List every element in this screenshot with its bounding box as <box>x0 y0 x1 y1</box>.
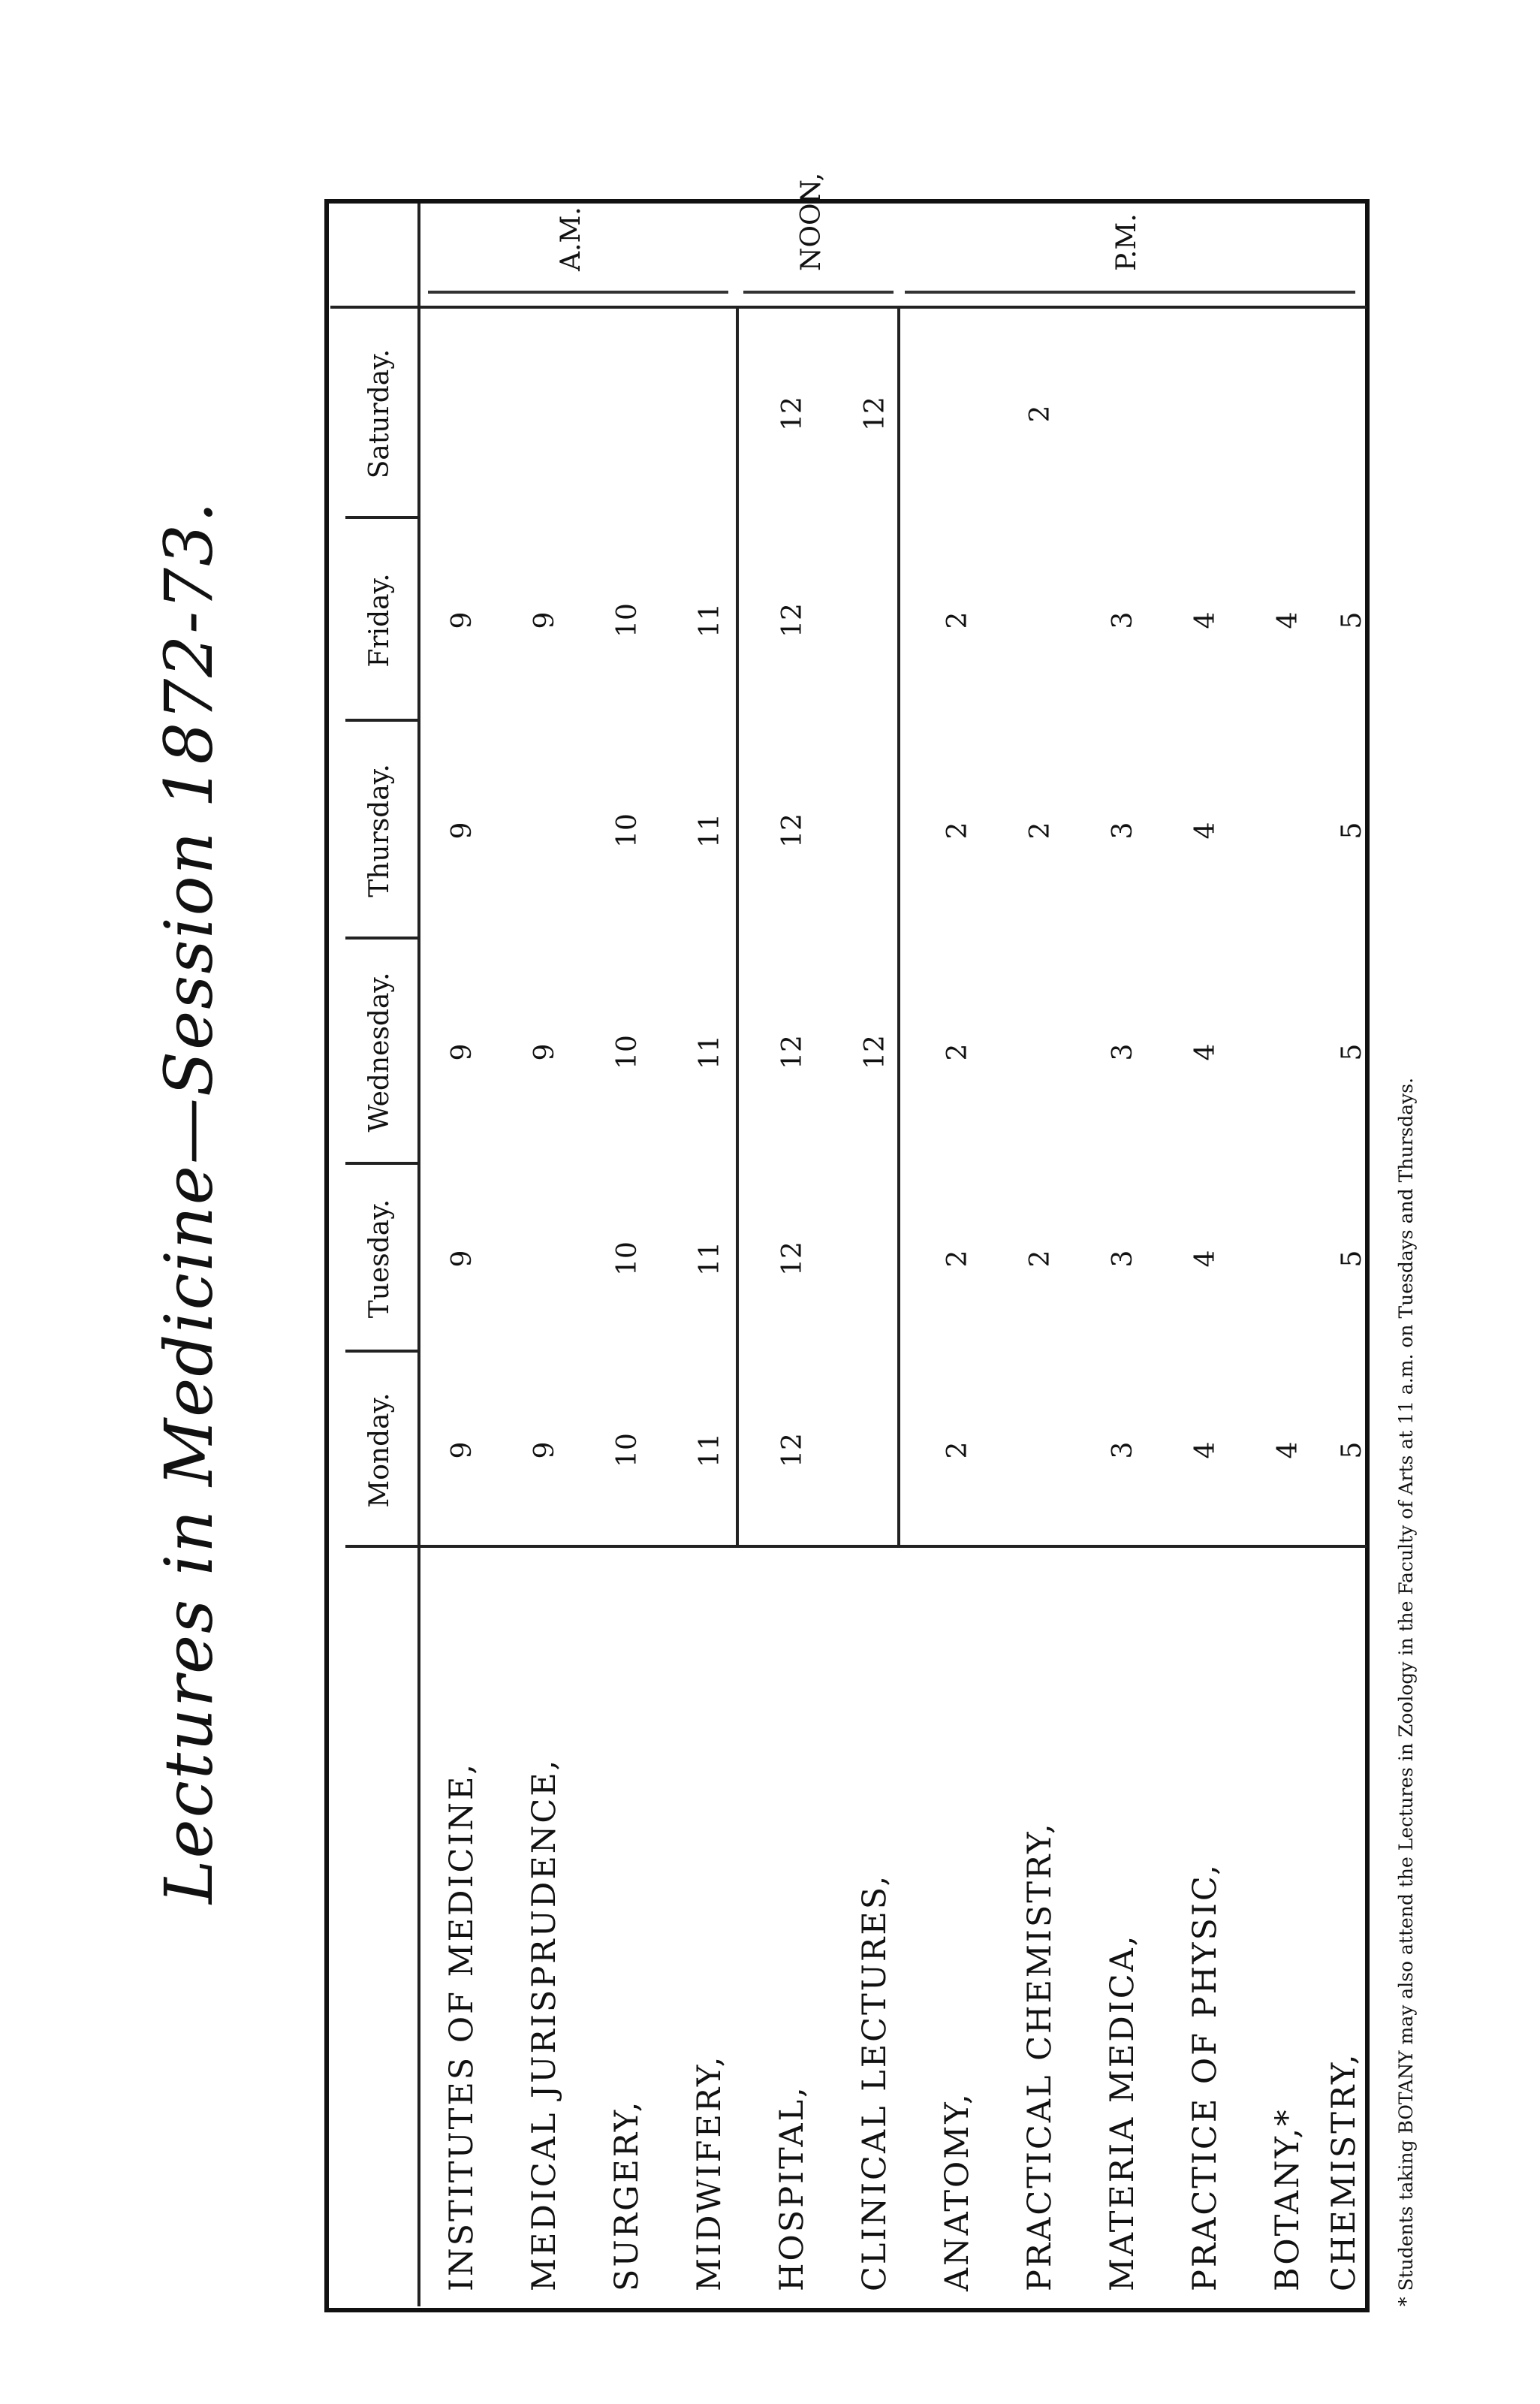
table-cell: 11 <box>694 1035 725 1069</box>
table-cell <box>1246 1165 1329 1353</box>
table-cell: 12 <box>776 813 808 848</box>
table-cell: 12 <box>776 397 808 431</box>
table-cell <box>833 519 916 722</box>
row-label: SURGERY, <box>608 2099 646 2291</box>
table-cell <box>1246 722 1329 940</box>
table-cell: 9 <box>446 822 478 840</box>
table-cell: 9 <box>446 1043 478 1061</box>
table-cell <box>1329 309 1374 519</box>
table-cell: 2 <box>942 611 973 629</box>
table-cell <box>833 1353 916 1548</box>
row-label: INSTITUTES OF MEDICINE, <box>443 1761 481 2291</box>
table-cell: 9 <box>446 611 478 629</box>
table-cell: 12 <box>859 397 891 431</box>
table-cell: 3 <box>1107 611 1138 629</box>
table-cell: 2 <box>1024 822 1056 840</box>
table-cell: 5 <box>1336 611 1367 629</box>
column-rule-2 <box>345 1162 420 1165</box>
row-label: MEDICAL JURISPRUDENCE, <box>526 1757 563 2291</box>
table-cell: 9 <box>529 611 560 629</box>
table-cell: 9 <box>446 1250 478 1268</box>
table-cell <box>833 722 916 940</box>
table-cell: 4 <box>1189 822 1221 840</box>
table-cell: 3 <box>1107 1441 1138 1459</box>
table-cell: 2 <box>942 1043 973 1061</box>
period-noon: NOON, <box>796 172 827 271</box>
table-cell: 2 <box>1024 405 1056 423</box>
page-title: Lectures in Medicine—Session 1872-73. <box>150 500 228 1904</box>
table-cell <box>420 309 503 519</box>
table-cell: 3 <box>1107 1043 1138 1061</box>
table-cell: 3 <box>1107 1250 1138 1268</box>
header-friday: Friday. <box>363 573 395 668</box>
table-cell: 10 <box>611 813 643 848</box>
table-cell: 12 <box>859 1035 891 1069</box>
table-cell: 4 <box>1189 1043 1221 1061</box>
table-cell <box>999 940 1081 1165</box>
table-cell: 3 <box>1107 822 1138 840</box>
table-cell <box>503 722 586 940</box>
brace-noon <box>743 280 894 294</box>
column-rule-5 <box>345 516 420 519</box>
table-cell: 9 <box>529 1043 560 1061</box>
table-cell: 9 <box>446 1441 478 1459</box>
table-cell: 4 <box>1272 611 1303 629</box>
table-cell: 4 <box>1272 1441 1303 1459</box>
brace-pm <box>905 280 1355 294</box>
row-label: MATERIA MEDICA, <box>1104 1933 1141 2291</box>
group-rule-noon <box>897 309 900 1548</box>
header-monday: Monday. <box>363 1392 395 1508</box>
table-cell: 11 <box>694 603 725 638</box>
table-cell <box>1246 309 1329 519</box>
table-cell: 11 <box>694 813 725 848</box>
table-cell: 10 <box>611 1035 643 1069</box>
table-cell: 10 <box>611 1241 643 1276</box>
table-cell: 11 <box>694 1433 725 1467</box>
row-label: BOTANY,* <box>1269 2107 1306 2291</box>
table-cell: 5 <box>1336 1250 1367 1268</box>
brace-am <box>428 280 728 294</box>
column-rule-1 <box>345 1350 420 1353</box>
row-label: CHEMISTRY, <box>1325 2052 1363 2291</box>
table-cell: 2 <box>942 1441 973 1459</box>
table-cell: 2 <box>942 822 973 840</box>
header-thursday: Thursday. <box>363 764 395 897</box>
row-label: CLINICAL LECTURES, <box>856 1873 894 2291</box>
table-cell: 2 <box>942 1250 973 1268</box>
footnote: * Students taking BOTANY may also attend the Lectures in Zoology in the Faculty of Arts at 11 a.m. on Tuesdays and Thursdays. <box>1395 1077 1417 2306</box>
table-cell <box>999 1353 1081 1548</box>
table-cell: 12 <box>776 603 808 638</box>
row-label: PRACTICAL CHEMISTRY, <box>1021 1821 1059 2291</box>
period-am: A.M. <box>556 207 586 271</box>
table-cell <box>916 309 999 519</box>
table-cell <box>503 1165 586 1353</box>
table-cell: 10 <box>611 603 643 638</box>
table-cell: 4 <box>1189 611 1221 629</box>
header-wednesday: Wednesday. <box>363 972 395 1133</box>
table-cell <box>999 519 1081 722</box>
table-cell: 2 <box>1024 1250 1056 1268</box>
table-cell <box>833 1165 916 1353</box>
table-cell: 4 <box>1189 1441 1221 1459</box>
table-cell: 11 <box>694 1241 725 1276</box>
table-cell: 5 <box>1336 1441 1367 1459</box>
group-rule-am <box>736 309 739 1548</box>
period-pm: P.M. <box>1111 213 1142 271</box>
table-cell <box>1081 309 1164 519</box>
column-rule-3 <box>345 937 420 940</box>
table-cell <box>1164 309 1246 519</box>
table-cell: 5 <box>1336 1043 1367 1061</box>
table-cell: 12 <box>776 1433 808 1467</box>
row-label: PRACTICE OF PHYSIC, <box>1186 1863 1224 2291</box>
column-rule-4 <box>345 719 420 722</box>
header-tuesday: Tuesday. <box>363 1199 395 1319</box>
table-cell <box>1246 940 1329 1165</box>
row-label: ANATOMY, <box>939 2092 976 2291</box>
table-cell: 12 <box>776 1241 808 1276</box>
row-label: MIDWIFERY, <box>691 2054 728 2291</box>
table-cell: 10 <box>611 1433 643 1467</box>
header-saturday: Saturday. <box>363 348 395 479</box>
table-cell: 4 <box>1189 1250 1221 1268</box>
table-cell: 5 <box>1336 822 1367 840</box>
table-cell <box>503 309 586 519</box>
row-label: HOSPITAL, <box>773 2085 811 2291</box>
table-cell: 9 <box>529 1441 560 1459</box>
table-cell <box>586 309 668 519</box>
table-cell: 12 <box>776 1035 808 1069</box>
